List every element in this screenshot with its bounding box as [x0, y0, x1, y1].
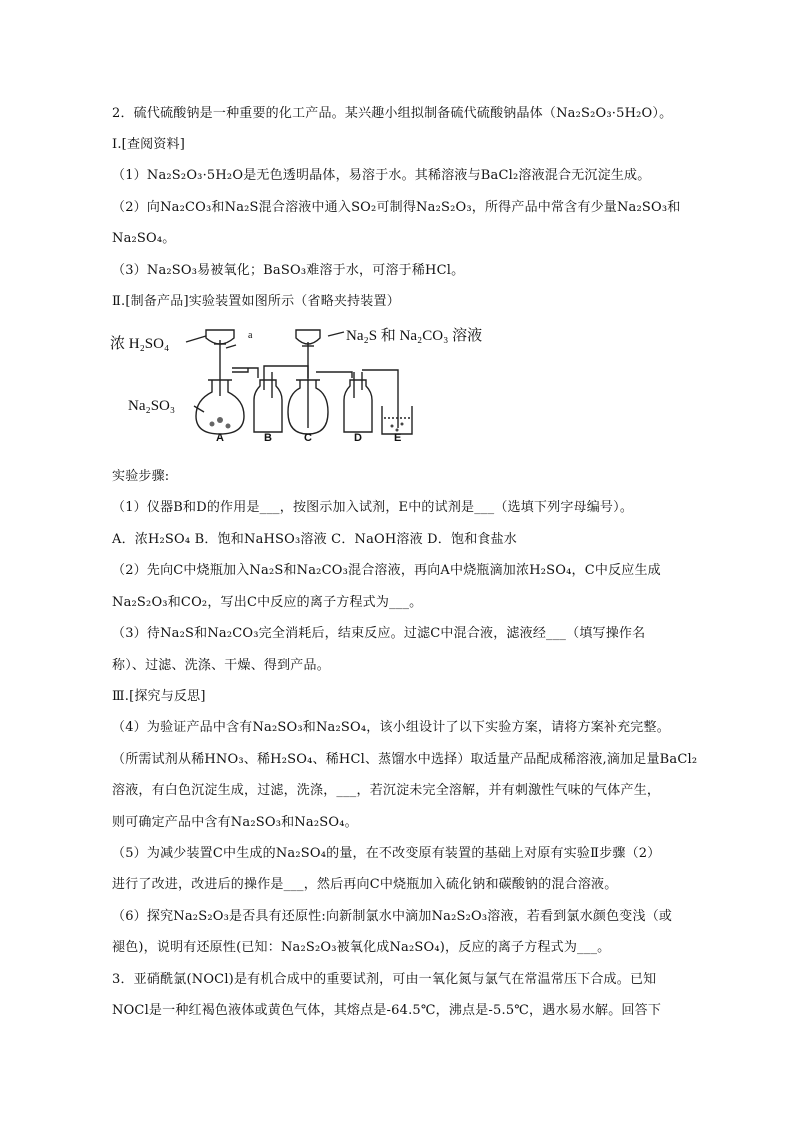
question-4: （4）为验证产品中含有Na₂SO₃和Na₂SO₄，该小组设计了以下实验方案，请将方案补充完整。 — [112, 720, 670, 735]
section-1-heading: I.[查阅资料] — [112, 137, 186, 152]
step-3: （3）待Na₂S和Na₂CO₃完全消耗后，结束反应。过滤C中混合液，滤液经___（填写操作名 — [112, 626, 646, 641]
apparatus-diagram — [108, 320, 528, 450]
label-sodium-sulfite: Na₂SO₃ — [128, 398, 176, 414]
tube-a-b — [232, 368, 258, 378]
steps-heading: 实验步骤: — [112, 469, 170, 484]
reference-3: （3）Na₂SO₃易被氧化；BaSO₃难溶于水，可溶于稀HCl。 — [112, 263, 465, 278]
letter-d: D — [354, 432, 362, 444]
letter-c: C — [304, 432, 312, 444]
label-valve-a: a — [248, 330, 253, 341]
flask-a — [196, 330, 248, 434]
question-6-cont: 褪色)，说明有还原性(已知：Na₂S₂O₃被氧化成Na₂SO₄)，反应的离子方程式为___。 — [112, 940, 611, 955]
question-6: （6）探究Na₂S₂O₃是否具有还原性:向新制氯水中滴加Na₂S₂O₃溶液，若看到氯水颜色变浅（或 — [112, 909, 673, 924]
question-4-line-4: 则可确定产品中含有Na₂SO₃和Na₂SO₄。 — [112, 815, 358, 830]
question-4-line-2: （所需试剂从稀HNO₃、稀H₂SO₄、稀HCl、蒸馏水中选择）取适量产品配成稀溶液,滴加足量BaCl₂ — [112, 752, 698, 767]
question-5: （5）为减少装置C中生成的Na₂SO₄的量，在不改变原有装置的基础上对原有实验Ⅱ步骤（2） — [112, 846, 661, 861]
q3-line-2: NOCl是一种红褐色液体或黄色气体，其熔点是-64.5℃，沸点是-5.5℃，遇水易水解。回答下 — [112, 1003, 662, 1018]
question-4-line-3: 溶液，有白色沉淀生成，过滤，洗涤，___，若沉淀未完全溶解，并有刺激性气味的气体产生， — [112, 783, 661, 798]
q3-line-1: 3．亚硝酰氯(NOCl)是有机合成中的重要试剂，可由一氧化氮与氯气在常温常压下合成。已知 — [112, 972, 657, 987]
reference-2-cont: Na₂SO₄。 — [112, 231, 176, 246]
label-conc-sulfuric-acid: 浓 H₂SO₄ — [110, 336, 170, 352]
flask-c — [288, 330, 352, 434]
q2-intro: 2．硫代硫酸钠是一种重要的化工产品。某兴趣小组拟制备硫代硫酸钠晶体（Na₂S₂O₃·5H₂O）。 — [112, 106, 673, 121]
question-5-cont: 进行了改进，改进后的操作是___，然后再向C中烧瓶加入硫化钠和碳酸钠的混合溶液。 — [112, 877, 618, 892]
reference-1: （1）Na₂S₂O₃·5H₂O是无色透明晶体，易溶于水。其稀溶液与BaCl₂溶液混合无沉淀生成。 — [112, 168, 651, 183]
letter-a: A — [216, 432, 224, 444]
label-solution: Na₂S 和 Na₂CO₃ 溶液 — [346, 328, 483, 344]
bottle-b — [254, 366, 308, 432]
beaker-e — [382, 406, 412, 434]
step-1-options: A．浓H₂SO₄ B．饱和NaHSO₃溶液 C．NaOH溶液 D．饱和食盐水 — [112, 532, 517, 547]
step-3-cont: 称）、过滤、洗涤、干燥、得到产品。 — [112, 658, 330, 673]
letter-e: E — [394, 432, 402, 444]
reference-2: （2）向Na₂CO₃和Na₂S混合溶液中通入SO₂可制得Na₂S₂O₃，所得产品中常含有少量Na₂SO₃和 — [112, 200, 681, 215]
section-3-heading: Ⅲ.[探究与反思] — [112, 689, 206, 704]
step-2: （2）先向C中烧瓶加入Na₂S和Na₂CO₃混合溶液，再向A中烧瓶滴加浓H₂SO₄，C中反应生成 — [112, 563, 661, 578]
step-1: （1）仪器B和D的作用是___，按图示加入试剂，E中的试剂是___（选填下列字母编号）。 — [112, 500, 634, 515]
section-2-heading: Ⅱ.[制备产品]实验装置如图所示（省略夹持装置） — [112, 294, 400, 309]
letter-b: B — [264, 432, 272, 444]
step-2-cont: Na₂S₂O₃和CO₂，写出C中反应的离子方程式为___。 — [112, 595, 423, 610]
bottle-d — [344, 370, 398, 432]
